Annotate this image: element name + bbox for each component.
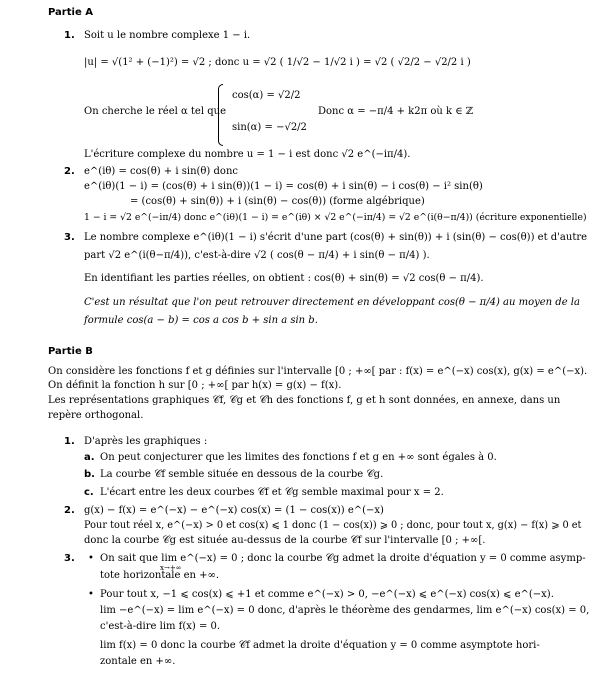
partA-heading: Partie A: [48, 7, 93, 18]
partA-q3-line1: Le nombre complexe e^(iθ)(1 − i) s'écrit d'une part (cos(θ) + sin(θ)) + i (sin(θ) − cos(θ)) et d'autre: [84, 232, 588, 243]
partB-intro-line2: On définit la fonction h sur [0 ; +∞[ par h(x) = g(x) − f(x).: [48, 380, 342, 391]
partB-q1b-label: b.: [84, 469, 95, 480]
partA-q1-system-cos: cos(α) = √2/2: [232, 90, 301, 101]
partB-q3-p1-line2: tote horizontale en +∞.: [100, 570, 220, 581]
partB-q3-number: 3.: [64, 553, 75, 564]
partB-heading: Partie B: [48, 346, 93, 357]
partA-q1-line1: Soit u le nombre complexe 1 − i.: [84, 30, 251, 41]
partB-q3-p2-line3: c'est-à-dire lim f(x) = 0.: [100, 621, 221, 632]
partB-intro-line3: Les représentations graphiques 𝒞f, 𝒞g et 𝒞h des fonctions f, g et h sont données, en annexe, dans un: [48, 395, 561, 406]
partB-q1b-text: La courbe 𝒞f semble située en dessous de la courbe 𝒞g.: [100, 469, 384, 480]
partA-q3-line2: part √2 e^(i(θ−π/4)), c'est-à-dire √2 ( cos(θ − π/4) + i sin(θ − π/4) ).: [84, 250, 430, 261]
system-brace: [218, 84, 223, 146]
partB-q3-p2-line5: zontale en +∞.: [100, 656, 176, 667]
partB-q1c-text: L'écart entre les deux courbes 𝒞f et 𝒞g semble maximal pour x = 2.: [100, 487, 444, 498]
limit-subscript: x→+∞: [160, 564, 182, 572]
partB-q2-number: 2.: [64, 505, 75, 516]
partB-q3-p2-line4: lim f(x) = 0 donc la courbe 𝒞f admet la droite d'équation y = 0 comme asymptote hori-: [100, 640, 540, 651]
partA-q3-line5: formule cos(a − b) = cos a cos b + sin a sin b.: [84, 315, 318, 326]
partB-q2-line1: g(x) − f(x) = e^(−x) − e^(−x) cos(x) = (1 − cos(x)) e^(−x): [84, 505, 384, 516]
partB-q1c-label: c.: [84, 487, 94, 498]
partB-intro-line1: On considère les fonctions f et g définies sur l'intervalle [0 ; +∞[ par : f(x) = e^(−x) cos(x), g(x) = e^(−x).: [48, 366, 588, 377]
partB-q1-number: 1.: [64, 436, 75, 447]
partA-q2-line3: = (cos(θ) + sin(θ)) + i (sin(θ) − cos(θ)) (forme algébrique): [130, 196, 425, 207]
partA-q1-line3b: Donc α = −π/4 + k2π où k ∈ ℤ: [318, 106, 474, 117]
partA-q1-number: 1.: [64, 30, 75, 41]
partA-q2-line2: e^(iθ)(1 − i) = (cos(θ) + i sin(θ))(1 − i) = cos(θ) + i sin(θ) − i cos(θ) − i² sin(θ): [84, 181, 483, 192]
partA-q3-line4: C'est un résultat que l'on peut retrouver directement en développant cos(θ − π/4) au moyen de la: [84, 297, 580, 308]
partB-q1a-label: a.: [84, 452, 95, 463]
bullet-2: •: [88, 589, 94, 600]
partB-q3-p1-line1: On sait que lim e^(−x) = 0 ; donc la courbe 𝒞g admet la droite d'équation y = 0 comme asymp-: [100, 553, 586, 564]
partA-q3-line3: En identifiant les parties réelles, on obtient : cos(θ) + sin(θ) = √2 cos(θ − π/4).: [84, 273, 484, 284]
partA-q2-line1: e^(iθ) = cos(θ) + i sin(θ) donc: [84, 166, 238, 177]
partB-q2-line2: Pour tout réel x, e^(−x) > 0 et cos(x) ⩽ 1 donc (1 − cos(x)) ⩾ 0 ; donc, pour tout x, g(x) − f(x) ⩾ 0 et: [84, 520, 582, 531]
partA-q3-number: 3.: [64, 232, 75, 243]
partA-q1-line2: |u| = √(1² + (−1)²) = √2 ; donc u = √2 ( 1/√2 − 1/√2 i ) = √2 ( √2/2 − √2/2 i ): [84, 57, 471, 68]
partA-q1-line4: L'écriture complexe du nombre u = 1 − i est donc √2 e^(−iπ/4).: [84, 149, 411, 160]
partA-q1-line3a: On cherche le réel α tel que: [84, 106, 226, 117]
partA-q2-line4: 1 − i = √2 e^(−iπ/4) donc e^(iθ)(1 − i) = e^(iθ) × √2 e^(−iπ/4) = √2 e^(i(θ−π/4)) (écriture exponentielle): [84, 212, 587, 223]
partB-q2-line3: donc la courbe 𝒞g est située au-dessus de la courbe 𝒞f sur l'intervalle [0 ; +∞[.: [84, 535, 486, 546]
bullet-1: •: [88, 553, 94, 564]
partB-intro-line4: repère orthogonal.: [48, 410, 144, 421]
partB-q1-intro: D'après les graphiques :: [84, 436, 208, 447]
partB-q3-p2-line1: Pour tout x, −1 ⩽ cos(x) ⩽ +1 et comme e^(−x) > 0, −e^(−x) ⩽ e^(−x) cos(x) ⩽ e^(−x).: [100, 589, 554, 600]
partB-q3-p2-line2: lim −e^(−x) = lim e^(−x) = 0 donc, d'après le théorème des gendarmes, lim e^(−x) cos(x) = 0,: [100, 605, 590, 616]
partA-q1-system-sin: sin(α) = −√2/2: [232, 122, 307, 133]
partB-q1a-text: On peut conjecturer que les limites des fonctions f et g en +∞ sont égales à 0.: [100, 452, 497, 463]
partA-q2-number: 2.: [64, 166, 75, 177]
